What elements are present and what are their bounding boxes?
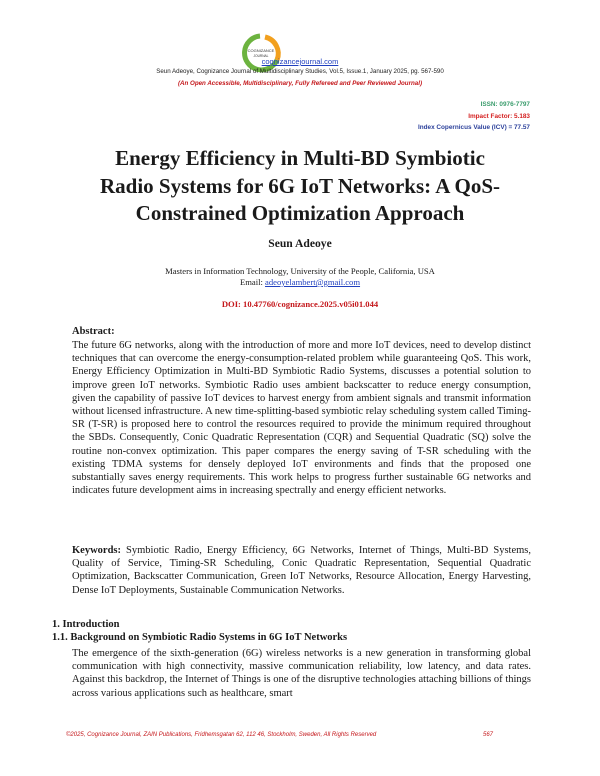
- keywords-text: Symbiotic Radio, Energy Efficiency, 6G Networks, Internet of Things, Multi-BD Systems, Quality of Service, Timing-SR Scheduling, Conic Quadratic Representation, Sequential Quadratic Optimization, Backscatter Communication, Green IoT Networks, Resource Allocation, Energy Harvesting, Dense IoT Deployments, Sustainable Communication Networks.: [72, 545, 531, 596]
- section-1-1-heading: 1.1. Background on Symbiotic Radio Systems in 6G IoT Networks: [52, 632, 348, 643]
- page-number: 567: [483, 732, 494, 738]
- section-1-heading: 1. Introduction: [52, 619, 120, 630]
- affiliation-block: [0, 266, 600, 288]
- logo-text: COGNIZANCE: [247, 48, 275, 53]
- email-line: [0, 277, 600, 288]
- doi[interactable]: DOI: 10.47760/cognizance.2025.v05i01.044: [221, 299, 379, 309]
- svg-text:JOURNAL: JOURNAL: [253, 54, 269, 58]
- journal-citation: Seun Adeoye, Cognizance Journal of Multidisciplinary Studies, Vol.5, Issue.1, January 2025, pg. 567-590: [156, 68, 444, 75]
- paper-title: [60, 145, 540, 228]
- keywords: [72, 544, 531, 597]
- icv-value: Index Copernicus Value (ICV) = 77.57: [417, 124, 530, 131]
- impact-factor: Impact Factor: 5.183: [468, 113, 530, 120]
- affiliation: Masters in Information Technology, University of the People, California, USA: [165, 266, 435, 276]
- email-link[interactable]: adeoyelambert@gmail.com: [265, 277, 361, 287]
- abstract-heading: Abstract:: [72, 326, 115, 337]
- journal-logo: [233, 33, 287, 73]
- intro-text: The emergence of the sixth-generation (6G) wireless networks is a new generation in transforming global communication with high connectivity, massive communication reliability, low latency, and data rates. Against this backdrop, the Internet of Things is one of the disruptive technologies attaching billions of things across various applications such as healthcare, smart: [72, 648, 531, 699]
- footer-copyright: ©2025, Cognizance Journal, ZAIN Publications, Fridhemsgatan 62, 112 46, Stockholm, Sweden, All Rights Reserved: [66, 732, 377, 738]
- email-label: Email:: [239, 277, 263, 287]
- abstract-text: The future 6G networks, along with the introduction of more and more IoT devices, need to develop distinct techniques that can overcome the energy-consumption-related problem while guaranteeing QoS. This work, Energy Efficiency Optimization in Multi-BD Symbiotic Radio Systems, discusses a potential solution to improve green IoT networks. Symbiotic Radio uses ambient backscatter to reduce energy consumption, given the capability of passive IoT devices to harvest energy from ambient signals and transmit information without licensed infrastructure. A new time-splitting-based symbiotic relay scheduling system called Timing-SR (T-SR) is proposed here to control the resources required to provide the minimum required throughout the SBDs. Consequently, Conic Quadratic Representation (CQR) and Sequential Quadratic (SQ) solve the routine non-convex optimization. This paper compares the energy saving of T-SR scheduling with the existing TDMA systems for densely deployed IoT environments and finds that the proposed one substantially saves energy requirements. This work helps to progress further sustainable 6G networks and indicates future development aims in increasing spectrally and energy efficient networks.: [72, 340, 531, 497]
- author-name: Seun Adeoye: [268, 237, 332, 250]
- open-access-note: (An Open Accessible, Multidisciplinary, Fully Refereed and Peer Reviewed Journal): [177, 80, 422, 87]
- keywords-label: Keywords:: [72, 545, 121, 556]
- title-line-2: Radio Systems for 6G IoT Networks: A QoS-: [100, 173, 500, 198]
- journal-url-link[interactable]: cognizancejournal.com: [261, 57, 339, 66]
- title-line-1: Energy Efficiency in Multi-BD Symbiotic: [115, 146, 485, 170]
- title-line-3: Constrained Optimization Approach: [135, 201, 465, 225]
- issn: ISSN: 0976-7797: [480, 101, 530, 108]
